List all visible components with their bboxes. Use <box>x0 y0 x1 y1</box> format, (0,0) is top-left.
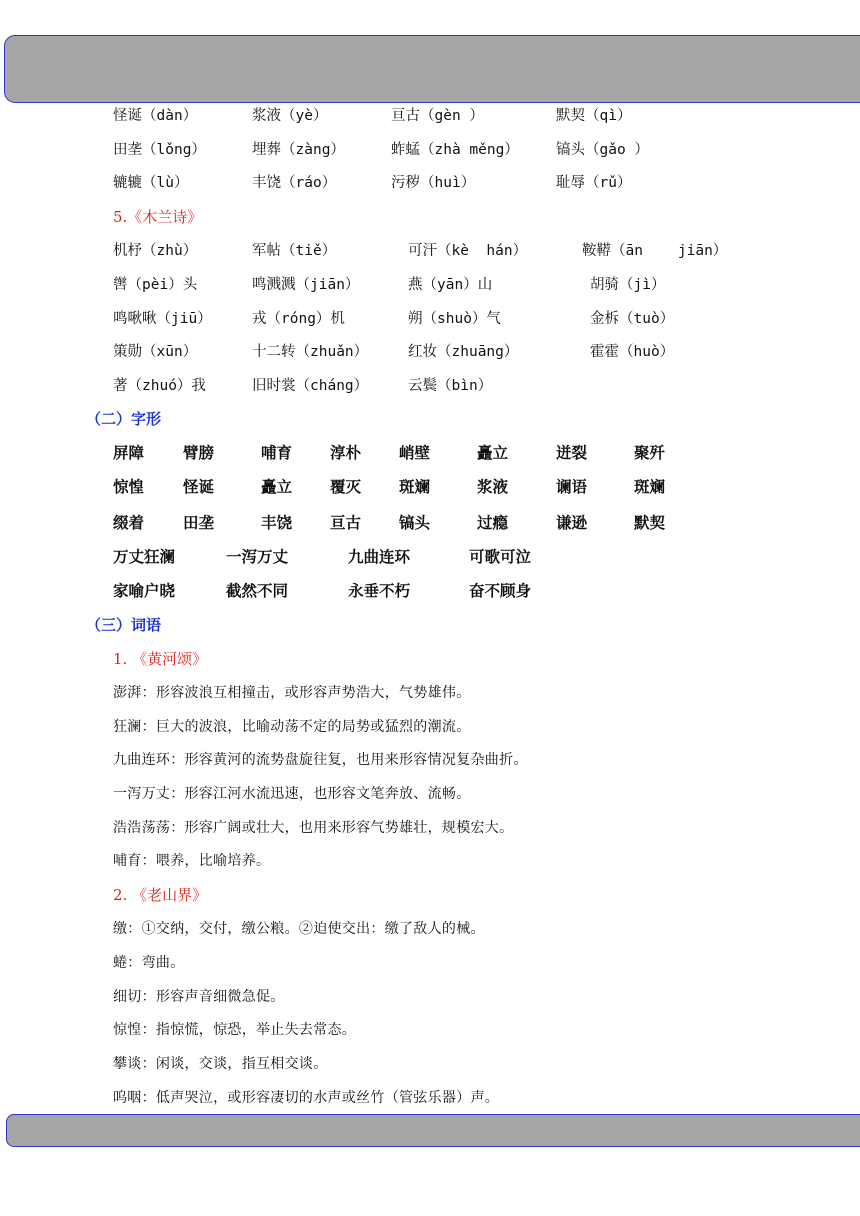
pinyin-entry: 军帖（tiě） <box>252 243 337 259</box>
pinyin-entry: 鞍鞯（ān jiān） <box>582 243 728 259</box>
subsection-title: 1. 《黄河颂》 <box>113 650 208 668</box>
pinyin-entry: 云鬓（bìn） <box>408 378 493 394</box>
pinyin-entry: 鸣啾啾（jiū） <box>113 311 212 327</box>
footer-banner <box>6 1114 860 1147</box>
word-item: 矗立 <box>261 478 293 496</box>
word-item: 淳朴 <box>330 444 362 462</box>
pinyin-row <box>0 376 860 400</box>
definition-row <box>0 717 860 741</box>
heading-row <box>0 409 860 433</box>
definition-row <box>0 818 860 842</box>
definition-row <box>0 1088 860 1112</box>
pinyin-entry: 丰饶（ráo） <box>252 175 337 191</box>
word-item: 谰语 <box>556 478 588 496</box>
pinyin-entry: 怪诞（dàn） <box>113 108 198 124</box>
pinyin-row <box>0 173 860 197</box>
pinyin-entry: 亘古（gèn ） <box>391 108 484 124</box>
section-heading: （二）字形 <box>86 410 162 428</box>
definition: 攀谈：闲谈，交谈，指互相交谈。 <box>113 1056 328 1072</box>
subsection-title: 2. 《老山界》 <box>113 886 208 904</box>
word-item: 斑斓 <box>399 478 431 496</box>
pinyin-entry: 默契（qì） <box>556 108 632 124</box>
definition-row <box>0 987 860 1011</box>
word-row <box>0 443 860 467</box>
header-banner <box>4 35 860 103</box>
word-item: 田垄 <box>183 514 215 532</box>
pinyin-entry: 镐头（gǎo ） <box>556 142 649 158</box>
idiom-item: 可歌可泣 <box>469 548 532 566</box>
definition: 蜷：弯曲。 <box>113 955 185 971</box>
definition: 澎湃：形容波浪互相撞击，或形容声势浩大，气势雄伟。 <box>113 685 471 701</box>
pinyin-row <box>0 309 860 333</box>
pinyin-entry: 埋葬（zàng） <box>252 142 345 158</box>
pinyin-entry: 可汗（kè hán） <box>408 243 528 259</box>
definition: 缴：①交纳，交付，缴公粮。②迫使交出：缴了敌人的械。 <box>113 921 485 937</box>
word-item: 臂膀 <box>183 444 215 462</box>
word-row <box>0 513 860 537</box>
definition-row <box>0 953 860 977</box>
pinyin-row <box>0 106 860 130</box>
idiom-item: 一泻万丈 <box>226 548 289 566</box>
word-item: 丰饶 <box>261 514 293 532</box>
section-title: 5.《木兰诗》 <box>113 208 203 226</box>
definition-row <box>0 784 860 808</box>
idiom-item: 九曲连环 <box>348 548 411 566</box>
pinyin-entry: 燕（yān）山 <box>408 277 493 293</box>
word-item: 迸裂 <box>556 444 588 462</box>
pinyin-entry: 田垄（lǒng） <box>113 142 206 158</box>
pinyin-entry: 旧时裳（cháng） <box>252 378 369 394</box>
pinyin-entry: 辘辘（lù） <box>113 175 189 191</box>
definition-row <box>0 683 860 707</box>
word-item: 镐头 <box>399 514 431 532</box>
section-heading: （三）词语 <box>86 616 162 634</box>
definition: 九曲连环：形容黄河的流势盘旋往复，也用来形容情况复杂曲折。 <box>113 752 528 768</box>
pinyin-entry: 戎（róng）机 <box>252 311 345 327</box>
pinyin-row <box>0 140 860 164</box>
word-item: 怪诞 <box>183 478 215 496</box>
idiom-item: 家喻户晓 <box>113 582 176 600</box>
pinyin-entry: 霍霍（huò） <box>590 344 675 360</box>
idiom-row <box>0 581 860 605</box>
pinyin-entry: 策勋（xūn） <box>113 344 198 360</box>
pinyin-row <box>0 342 860 366</box>
word-item: 哺育 <box>261 444 293 462</box>
definition-row <box>0 1020 860 1044</box>
word-item: 谦逊 <box>556 514 588 532</box>
word-item: 聚歼 <box>634 444 666 462</box>
pinyin-row <box>0 275 860 299</box>
word-item: 惊惶 <box>113 478 145 496</box>
definition: 浩浩荡荡：形容广阔或壮大，也用来形容气势雄壮，规模宏大。 <box>113 820 514 836</box>
word-item: 浆液 <box>477 478 509 496</box>
word-item: 斑斓 <box>634 478 666 496</box>
pinyin-entry: 污秽（huì） <box>391 175 476 191</box>
word-item: 峭壁 <box>399 444 431 462</box>
definition: 哺育：喂养，比喻培养。 <box>113 853 271 869</box>
pinyin-entry: 浆液（yè） <box>252 108 328 124</box>
pinyin-entry: 机杼（zhù） <box>113 243 198 259</box>
definition: 细切：形容声音细微急促。 <box>113 989 285 1005</box>
word-item: 亘古 <box>330 514 362 532</box>
definition: 狂澜：巨大的波浪，比喻动荡不定的局势或猛烈的潮流。 <box>113 719 471 735</box>
pinyin-entry: 朔（shuò）气 <box>408 311 501 327</box>
definition: 惊惶：指惊慌，惊恐，举止失去常态。 <box>113 1022 357 1038</box>
pinyin-entry: 十二转（zhuǎn） <box>252 344 369 360</box>
heading-row <box>0 615 860 639</box>
word-item: 缀着 <box>113 514 145 532</box>
pinyin-row <box>0 241 860 265</box>
pinyin-entry: 著（zhuó）我 <box>113 378 206 394</box>
definition: 呜咽：低声哭泣，或形容凄切的水声或丝竹（管弦乐器）声。 <box>113 1090 500 1106</box>
pinyin-entry: 胡骑（jì） <box>590 277 666 293</box>
pinyin-entry: 鸣溅溅（jiān） <box>252 277 360 293</box>
word-row <box>0 477 860 501</box>
word-item: 屏障 <box>113 444 145 462</box>
idiom-item: 截然不同 <box>226 582 289 600</box>
word-item: 覆灭 <box>330 478 362 496</box>
pinyin-entry: 耻辱（rǔ） <box>556 175 632 191</box>
definition: 一泻万丈：形容江河水流迅速，也形容文笔奔放、流畅。 <box>113 786 471 802</box>
definition-row <box>0 919 860 943</box>
definition-row <box>0 1054 860 1078</box>
idiom-item: 奋不顾身 <box>469 582 532 600</box>
pinyin-entry: 辔（pèi）头 <box>113 277 198 293</box>
idiom-row <box>0 547 860 571</box>
word-item: 过瘾 <box>477 514 509 532</box>
pinyin-entry: 蚱蜢（zhà měng） <box>391 142 519 158</box>
definition-row <box>0 851 860 875</box>
pinyin-entry: 金柝（tuò） <box>590 311 675 327</box>
idiom-item: 万丈狂澜 <box>113 548 176 566</box>
definition-row <box>0 750 860 774</box>
word-item: 矗立 <box>477 444 509 462</box>
section-title-row <box>0 885 860 909</box>
idiom-item: 永垂不朽 <box>348 582 411 600</box>
section-title-row <box>0 649 860 673</box>
section-title-row <box>0 207 860 231</box>
pinyin-entry: 红妆（zhuāng） <box>408 344 519 360</box>
word-item: 默契 <box>634 514 666 532</box>
